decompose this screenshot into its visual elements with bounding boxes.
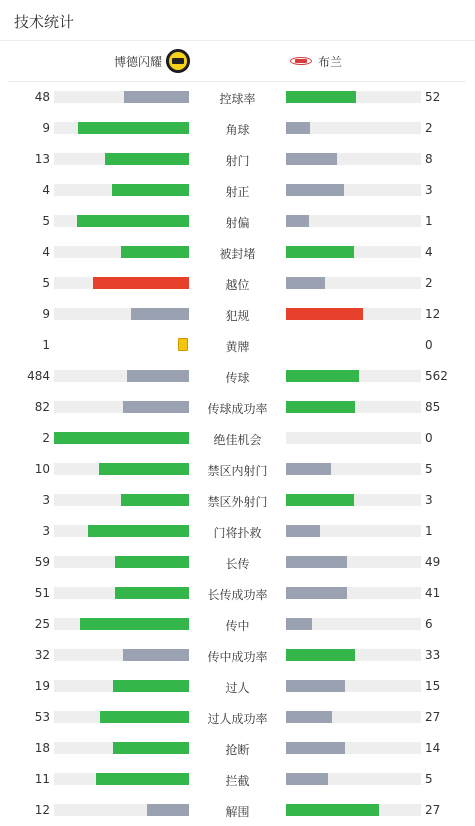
stat-label: 射门 (225, 154, 250, 168)
home-bar-fill (78, 122, 189, 134)
home-value: 19 (34, 679, 50, 693)
away-bar-fill (286, 277, 325, 289)
stat-row (0, 268, 475, 299)
home-bar-track (54, 370, 189, 382)
away-bar-track (286, 91, 421, 103)
away-bar-fill (286, 308, 363, 320)
away-bar-fill (286, 618, 312, 630)
away-team-logo-icon (290, 56, 314, 66)
away-bar-track (286, 649, 421, 661)
home-value: 18 (34, 741, 50, 755)
yellow-card-icon (178, 338, 188, 351)
away-bar-fill (286, 804, 379, 816)
away-bar-fill (286, 401, 355, 413)
home-value: 9 (42, 121, 50, 135)
home-value: 4 (42, 183, 50, 197)
away-value: 14 (425, 741, 441, 755)
stat-label: 长传成功率 (207, 588, 268, 602)
away-bar-track (286, 525, 421, 537)
away-value: 1 (425, 214, 433, 228)
stat-label: 长传 (225, 557, 250, 571)
stat-row (0, 516, 475, 547)
home-bar-track (54, 215, 189, 227)
away-bar-track (286, 742, 421, 754)
home-bar-track (54, 401, 189, 413)
home-value: 3 (42, 493, 50, 507)
stat-row (0, 795, 475, 826)
away-team-name: 布兰 (318, 54, 343, 69)
home-bar-track (54, 556, 189, 568)
stat-label: 犯规 (225, 309, 250, 323)
away-value: 2 (425, 276, 433, 290)
away-bar-track (286, 215, 421, 227)
stat-row (0, 392, 475, 423)
away-bar-track (286, 556, 421, 568)
home-bar-fill (93, 277, 189, 289)
away-value: 8 (425, 152, 433, 166)
away-team[interactable] (290, 49, 342, 73)
home-value: 32 (34, 648, 50, 662)
away-value: 5 (425, 772, 433, 786)
stat-label: 被封堵 (219, 247, 256, 261)
stat-label: 过人成功率 (207, 712, 268, 726)
away-bar-fill (286, 463, 331, 475)
stat-label: 射正 (225, 185, 250, 199)
stat-label: 抢断 (225, 743, 250, 757)
stat-label: 传中 (225, 619, 250, 633)
stat-label: 控球率 (219, 92, 256, 106)
page-title: 技术统计 (14, 13, 75, 31)
stat-row (0, 206, 475, 237)
stat-row (0, 361, 475, 392)
away-bar-fill (286, 649, 355, 661)
away-bar-fill (286, 153, 337, 165)
away-value: 15 (425, 679, 441, 693)
home-value: 13 (34, 152, 50, 166)
home-bar-fill (127, 370, 189, 382)
home-bar-track (54, 587, 189, 599)
away-bar-track (286, 308, 421, 320)
away-value: 0 (425, 338, 433, 352)
away-bar-track (286, 494, 421, 506)
away-bar-fill (286, 246, 354, 258)
home-value: 5 (42, 214, 50, 228)
home-value: 53 (34, 710, 50, 724)
stat-label: 角球 (225, 123, 250, 137)
stat-row (0, 702, 475, 733)
away-bar-fill (286, 556, 347, 568)
stat-row (0, 733, 475, 764)
away-bar-track (286, 711, 421, 723)
stats-list (0, 82, 475, 826)
stat-label: 传球成功率 (207, 402, 268, 416)
stat-row (0, 485, 475, 516)
home-value: 25 (34, 617, 50, 631)
home-value: 11 (34, 772, 50, 786)
home-bar-track (54, 742, 189, 754)
away-bar-track (286, 153, 421, 165)
home-bar-track (54, 308, 189, 320)
stat-row (0, 454, 475, 485)
stat-label: 门将扑救 (213, 526, 262, 540)
away-value: 3 (425, 493, 433, 507)
away-bar-fill (286, 215, 309, 227)
away-bar-track (286, 246, 421, 258)
home-bar-fill (115, 556, 189, 568)
home-bar-track (54, 494, 189, 506)
home-bar-fill (99, 463, 189, 475)
home-bar-fill (115, 587, 189, 599)
header (0, 0, 475, 41)
away-bar-track (286, 463, 421, 475)
home-value: 48 (34, 90, 50, 104)
away-value: 27 (425, 803, 441, 817)
home-bar-track (54, 122, 189, 134)
stat-row (0, 144, 475, 175)
stat-row (0, 82, 475, 113)
home-bar-fill (123, 401, 189, 413)
home-bar-track (54, 277, 189, 289)
home-bar-fill (96, 773, 189, 785)
home-team-name: 博德闪耀 (113, 54, 162, 69)
away-bar-fill (286, 91, 356, 103)
home-value: 484 (27, 369, 50, 383)
home-bar-fill (147, 804, 189, 816)
home-bar-track (54, 153, 189, 165)
stat-row (0, 330, 475, 361)
away-value: 562 (425, 369, 448, 383)
away-bar-fill (286, 184, 344, 196)
away-bar-fill (286, 773, 328, 785)
stat-label: 越位 (225, 278, 250, 292)
home-bar-track (54, 649, 189, 661)
away-bar-track (286, 587, 421, 599)
home-value: 3 (42, 524, 50, 538)
away-bar-track (286, 277, 421, 289)
home-bar-fill (123, 649, 189, 661)
home-team[interactable] (114, 49, 190, 73)
away-value: 6 (425, 617, 433, 631)
away-value: 1 (425, 524, 433, 538)
home-bar-track (54, 618, 189, 630)
home-bar-fill (121, 494, 189, 506)
away-value: 2 (425, 121, 433, 135)
home-bar-fill (80, 618, 189, 630)
stat-label: 拦截 (225, 774, 250, 788)
home-value: 1 (42, 338, 50, 352)
stat-row (0, 175, 475, 206)
home-team-logo-icon (166, 49, 190, 73)
away-bar-fill (286, 711, 332, 723)
home-bar-fill (124, 91, 189, 103)
home-value: 5 (42, 276, 50, 290)
home-bar-track (54, 432, 189, 444)
home-value: 51 (34, 586, 50, 600)
away-value: 4 (425, 245, 433, 259)
away-bar-fill (286, 525, 320, 537)
stat-label: 绝佳机会 (213, 433, 262, 447)
home-bar-track (54, 711, 189, 723)
stat-label: 禁区外射门 (207, 495, 268, 509)
stat-row (0, 578, 475, 609)
away-bar-track (286, 804, 421, 816)
home-bar-fill (113, 742, 189, 754)
home-value: 10 (34, 462, 50, 476)
home-value: 82 (34, 400, 50, 414)
stat-label: 过人 (225, 681, 250, 695)
away-bar-fill (286, 122, 310, 134)
home-value: 12 (34, 803, 50, 817)
away-bar-track (286, 618, 421, 630)
away-value: 3 (425, 183, 433, 197)
away-value: 49 (425, 555, 441, 569)
home-bar-fill (88, 525, 189, 537)
away-value: 85 (425, 400, 441, 414)
home-bar-fill (77, 215, 189, 227)
home-value: 4 (42, 245, 50, 259)
stat-row (0, 640, 475, 671)
away-bar-track (286, 432, 421, 444)
stat-label: 传中成功率 (207, 650, 268, 664)
home-bar-fill (131, 308, 189, 320)
away-value: 12 (425, 307, 441, 321)
home-bar-track (54, 463, 189, 475)
away-bar-fill (286, 680, 345, 692)
away-bar-track (286, 773, 421, 785)
stat-row (0, 237, 475, 268)
away-bar-fill (286, 494, 354, 506)
stat-label: 传球 (225, 371, 250, 385)
stat-label: 解围 (225, 805, 250, 819)
home-bar-fill (121, 246, 189, 258)
home-value: 9 (42, 307, 50, 321)
home-bar-fill (54, 432, 189, 444)
away-value: 33 (425, 648, 441, 662)
home-bar-track (54, 680, 189, 692)
stat-label: 禁区内射门 (207, 464, 268, 478)
home-bar-track (54, 91, 189, 103)
home-bar-track (54, 184, 189, 196)
home-bar-track (54, 525, 189, 537)
away-bar-track (286, 122, 421, 134)
away-value: 41 (425, 586, 441, 600)
away-bar-fill (286, 742, 345, 754)
home-bar-track (54, 804, 189, 816)
home-bar-fill (105, 153, 189, 165)
stat-row (0, 547, 475, 578)
home-bar-fill (113, 680, 189, 692)
away-bar-track (286, 401, 421, 413)
stat-row (0, 113, 475, 144)
away-bar-fill (286, 587, 347, 599)
home-bar-fill (112, 184, 189, 196)
home-bar-track (54, 773, 189, 785)
stat-label: 射偏 (225, 216, 250, 230)
stat-row (0, 423, 475, 454)
away-value: 52 (425, 90, 441, 104)
stat-row (0, 764, 475, 795)
away-bar-track (286, 184, 421, 196)
stat-row (0, 609, 475, 640)
away-value: 5 (425, 462, 433, 476)
teams-row (8, 41, 466, 82)
away-bar-track (286, 370, 421, 382)
stat-row (0, 671, 475, 702)
stat-label: 黄牌 (225, 340, 250, 354)
away-value: 0 (425, 431, 433, 445)
away-value: 27 (425, 710, 441, 724)
stat-row (0, 299, 475, 330)
home-bar-track (54, 246, 189, 258)
home-value: 2 (42, 431, 50, 445)
away-bar-fill (286, 370, 359, 382)
home-bar-fill (100, 711, 189, 723)
home-value: 59 (34, 555, 50, 569)
away-bar-track (286, 680, 421, 692)
